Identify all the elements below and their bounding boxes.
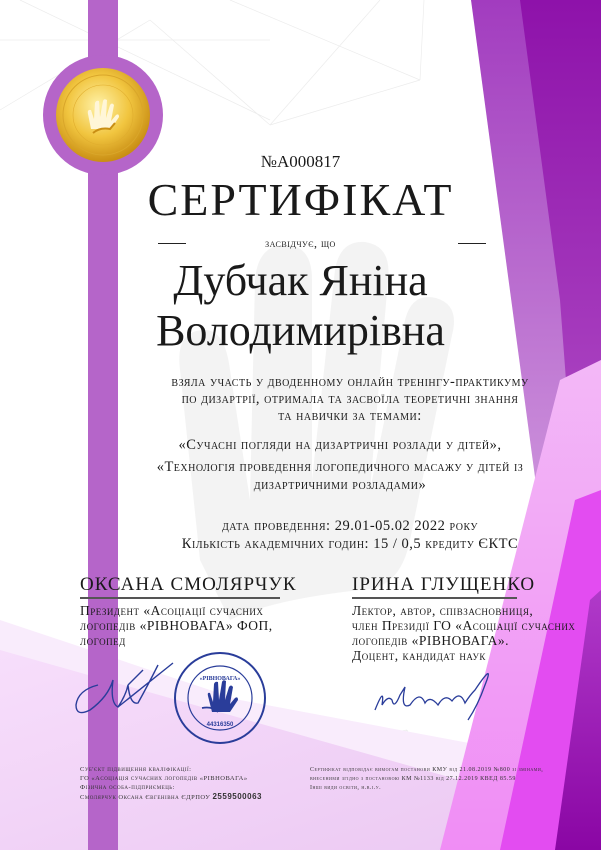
divider-right (458, 243, 486, 244)
participation-text (150, 374, 550, 425)
topics-list (135, 436, 545, 498)
topic-item: «Сучасні погляди на дизартричні розлади у дітей», (178, 437, 502, 453)
footer-line: Смолярчук Оксана Євгенівна ЄДРПОУ 2559500063 (80, 792, 262, 801)
footer-line: Фізична особа-підприємець: (80, 784, 175, 791)
signatory-name: ІРИНА ГЛУЩЕНКО (352, 574, 517, 599)
svg-text:44316350: 44316350 (206, 722, 234, 728)
blue-stamp-icon (172, 650, 268, 746)
training-date: дата проведення: 29.01-05.02 2022 року (221, 518, 478, 534)
svg-text:«РІВНОВАГА»: «РІВНОВАГА» (199, 676, 241, 682)
role-line: логопед (80, 633, 126, 648)
footer-provider-info (80, 765, 300, 802)
role-line: Президент «Асоціації сучасних (80, 603, 264, 618)
role-line: логопедів «РІВНОВАГА» ФОП, (80, 618, 273, 633)
certificate-number: №A000817 (260, 152, 341, 171)
body-line: взяла участь у дводенному онлайн тренінгу-практикуму (171, 374, 529, 390)
signature-2-icon (370, 665, 510, 725)
signatory-role (80, 603, 280, 648)
footer-line: Інші види освіти, н.в.і.у. (310, 785, 382, 791)
signature-1-icon (68, 655, 178, 720)
edrpou-code: 2559500063 (212, 792, 262, 801)
signatory-1 (80, 574, 297, 648)
role-line: член Президії ГО «Асоціації сучасних (352, 618, 576, 633)
recipient-surname-firstname: Дубчак Яніна (173, 256, 428, 305)
signatory-2 (352, 574, 582, 663)
certificate-title: СЕРТИФІКАТ (147, 174, 454, 225)
signatory-name: ОКСАНА СМОЛЯРЧУК (80, 574, 280, 599)
training-details (150, 517, 550, 553)
role-line: Лектор, автор, співзасновниця, (352, 603, 534, 618)
academic-hours: Кількість академічних годин: 15 / 0,5 кредиту ЄКТС (181, 536, 519, 552)
signatory-role (352, 603, 582, 663)
body-line: та навички за темами: (278, 408, 422, 424)
footer-line: внесеними згідно з постановою КМ №1133 від 27.12.2019 КВЕД 85.59 (310, 776, 516, 782)
footer-line: Сертифікат відповідає вимогам постанови КМУ від 21.08.2019 №800 зі змінами, (310, 767, 544, 773)
footer-line: ГО «Асоціація сучасних логопедів «РІВНОВАГА» (80, 775, 248, 782)
role-line: логопедів «РІВНОВАГА». (352, 633, 509, 648)
footer-legal-info (310, 766, 560, 793)
recipient-patronymic: Володимирівна (156, 306, 445, 355)
body-line: по дизартрії, отримала та засвоїла теоретичні знання (181, 391, 519, 407)
role-line: Доцент, кандидат наук (352, 648, 486, 663)
footer-line: Суб'єкт підвищення кваліфікації: (80, 766, 192, 773)
witness-text: засвідчує, що (265, 236, 336, 250)
topic-item: «Технологія проведення логопедичного масажу у дітей із дизартричними розладами» (156, 459, 524, 493)
